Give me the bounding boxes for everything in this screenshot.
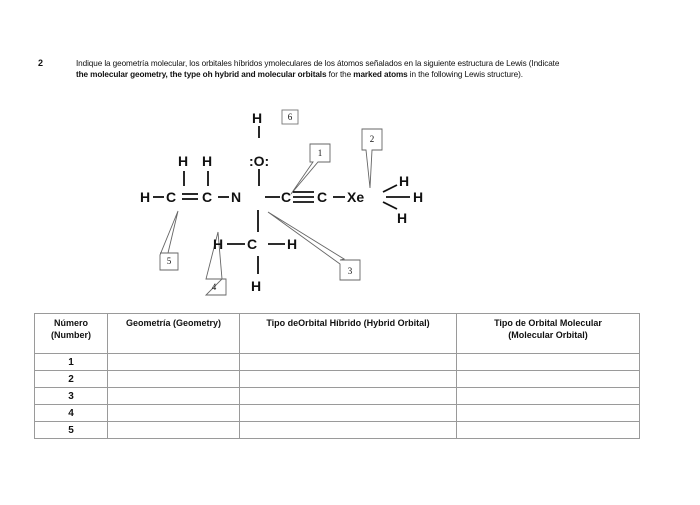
geometry-cell[interactable]: [108, 405, 240, 422]
geometry-cell[interactable]: [108, 354, 240, 371]
atom-c2: C: [202, 189, 213, 205]
geometry-cell[interactable]: [108, 371, 240, 388]
row-number: 4: [35, 405, 108, 422]
table-header-row: [35, 314, 640, 354]
table-row: [35, 354, 640, 371]
atom-h-xe-bottom: H: [397, 210, 408, 226]
molecular-cell[interactable]: [457, 354, 640, 371]
hybrid-cell[interactable]: [240, 371, 457, 388]
molecular-cell[interactable]: [457, 388, 640, 405]
atom-c3: C: [281, 189, 292, 205]
svg-text:3: 3: [347, 266, 353, 276]
atom-c4: C: [317, 189, 328, 205]
molecular-cell[interactable]: [457, 422, 640, 439]
atom-nitrogen: N: [231, 189, 242, 205]
molecular-cell[interactable]: [457, 371, 640, 388]
atom-c1: C: [166, 189, 177, 205]
header-hybrid: Tipo deOrbital Híbrido (Hybrid Orbital): [240, 314, 457, 354]
svg-text:5: 5: [166, 256, 172, 266]
instructions-mid: for the: [326, 70, 354, 79]
atom-h-top: H: [252, 110, 263, 126]
table-row: [35, 388, 640, 405]
hybrid-cell[interactable]: [240, 405, 457, 422]
atom-h2: H: [202, 153, 213, 169]
instructions-bold-1: the molecular geometry, the type oh hybrid and molecular orbitals: [76, 70, 327, 79]
row-number: 1: [35, 354, 108, 371]
atom-xenon: Xe: [347, 189, 365, 205]
svg-text:1: 1: [317, 148, 323, 158]
atom-h-ch3-right: H: [287, 236, 298, 252]
atom-h-ch3-bottom: H: [251, 278, 262, 294]
instructions-bold-2: marked atoms: [353, 70, 408, 79]
atom-h-xe-top: H: [399, 173, 410, 189]
atom-h1: H: [178, 153, 189, 169]
table-row: [35, 371, 640, 388]
hybrid-cell[interactable]: [240, 354, 457, 371]
geometry-cell[interactable]: [108, 388, 240, 405]
question-number: 2: [38, 58, 44, 68]
atom-h-xe-right: H: [413, 189, 424, 205]
header-number: Número (Number): [35, 314, 108, 354]
svg-text:2: 2: [369, 134, 375, 144]
label-box-2: [362, 129, 382, 188]
row-number: 3: [35, 388, 108, 405]
atom-h-left: H: [140, 189, 151, 205]
table-row: [35, 422, 640, 439]
header-geometry: Geometría (Geometry): [108, 314, 240, 354]
answer-table: [34, 313, 640, 439]
row-number: 5: [35, 422, 108, 439]
atom-oxygen: :O:: [249, 153, 270, 169]
instructions-spanish: Indique la geometría molecular, los orbitales híbridos ymoleculares de los átomos señalados en la siguiente estructura de Lewis (Indicate: [76, 59, 560, 68]
geometry-cell[interactable]: [108, 422, 240, 439]
svg-text:6: 6: [287, 112, 293, 122]
hybrid-cell[interactable]: [240, 388, 457, 405]
label-box-1: [291, 144, 330, 194]
label-box-5: [160, 211, 178, 270]
table-row: [35, 405, 640, 422]
atom-c5: C: [247, 236, 258, 252]
label-box-3: [268, 212, 360, 280]
row-number: 2: [35, 371, 108, 388]
hybrid-cell[interactable]: [240, 422, 457, 439]
header-molecular: Tipo de Orbital Molecular (Molecular Orbital): [457, 314, 640, 354]
atom-h-ch3-left: H: [213, 236, 224, 252]
instructions-end: in the following Lewis structure).: [407, 70, 523, 79]
label-box-6: [282, 110, 298, 124]
molecular-cell[interactable]: [457, 405, 640, 422]
svg-text:4: 4: [211, 282, 217, 292]
